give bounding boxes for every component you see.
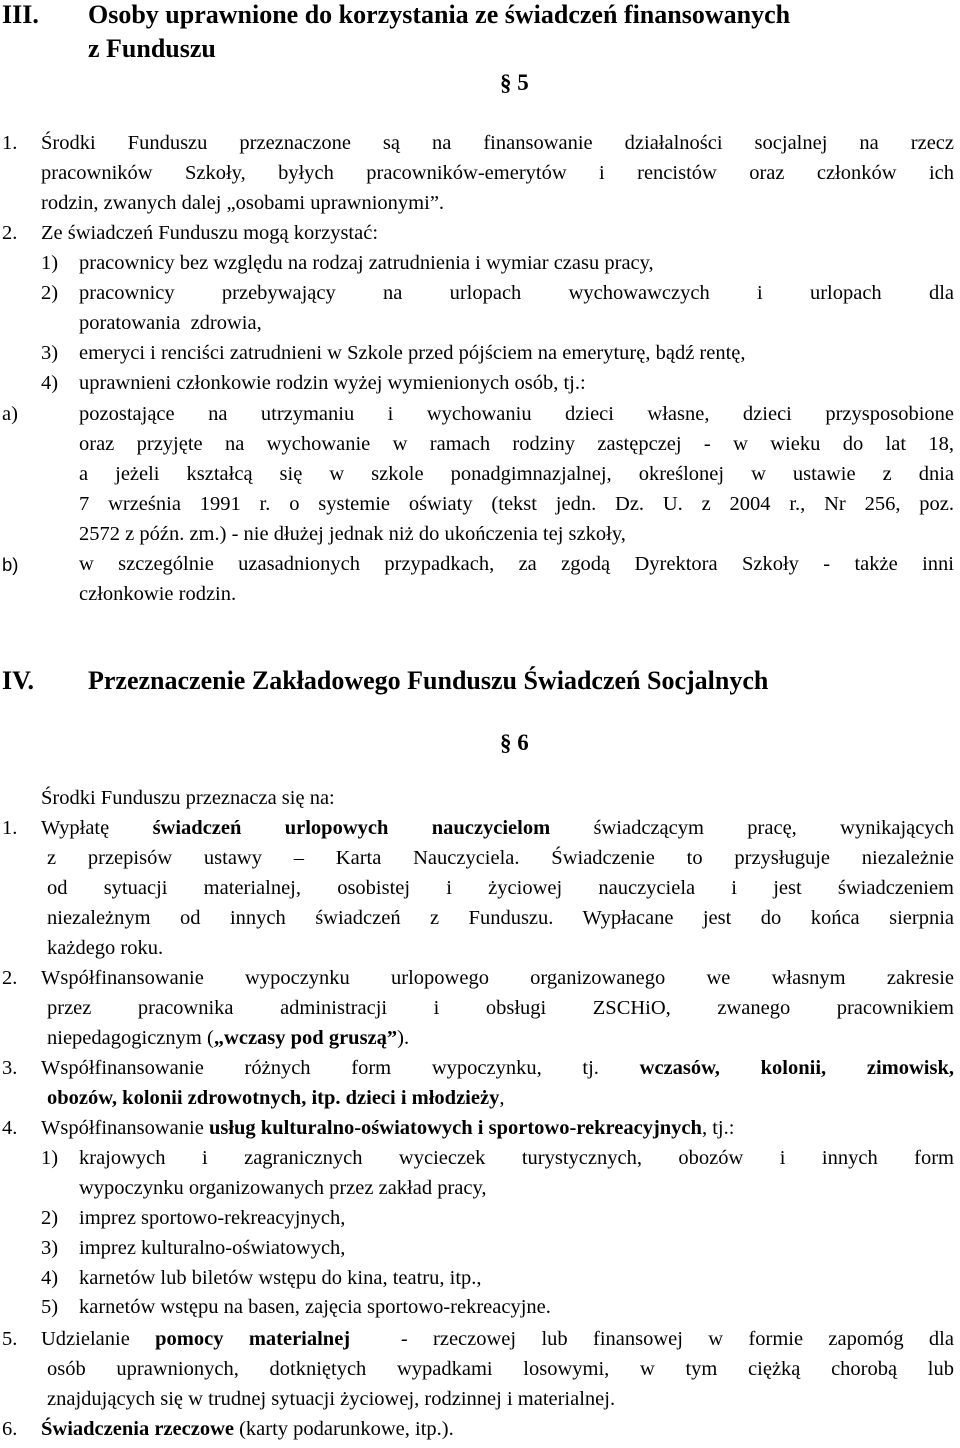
sub-item: 5) karnetów wstępu na basen, zajęcia sportowo-rekreacyjne. <box>41 1296 551 1319</box>
sub-item: 4) uprawnieni członkowie rodzin wyżej wymienionych osób, tj.: <box>41 371 586 394</box>
paragraph-sign: § 5 <box>500 70 529 95</box>
sub-item: 2) pracownicy przebywający na urlopach wychowawczych i urlopach dla poratowania zdrowia, <box>41 281 954 334</box>
sub-item: 1) pracownicy bez względu na rodzaj zatrudnienia i wymiar czasu pracy, <box>41 251 654 274</box>
sub-item: 3) emeryci i renciści zatrudnieni w Szkole przed pójściem na emeryturę, bądź rentę, <box>41 341 746 364</box>
sub-list <box>41 249 954 399</box>
sub-item: 2) imprez sportowo-rekreacyjnych, <box>41 1206 346 1229</box>
sub-item: 4) karnetów lub biletów wstępu do kina, teatru, itp., <box>41 1266 482 1289</box>
sub-item: 1) krajowych i zagranicznych wycieczek turystycznych, obozów i innych form wypoczynku organizowanych przez zakład pracy, <box>41 1146 954 1199</box>
section-title: Przeznaczenie Zakładowego Funduszu Świadczeń Socjalnych <box>88 666 769 695</box>
paragraph-sign: § 6 <box>500 730 529 755</box>
sub-item: 3) imprez kulturalno-oświatowych, <box>41 1236 346 1259</box>
intro-text: Środki Funduszu przeznacza się na: <box>41 787 335 809</box>
section-number: IV. <box>2 666 35 695</box>
section-title: Osoby uprawnione do korzystania ze świadczeń finansowanych z Funduszu <box>88 0 791 63</box>
section-number: III. <box>2 0 39 29</box>
sub-list <box>41 1144 954 1323</box>
